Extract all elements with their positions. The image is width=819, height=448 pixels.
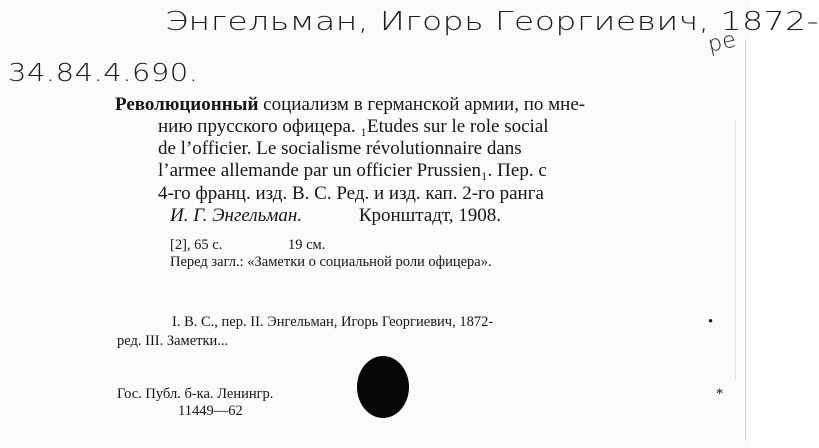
physical-size: 19 см. <box>288 237 326 253</box>
card-edge-line <box>745 40 746 440</box>
tracing-line-2: ред. III. Заметки... <box>117 333 229 349</box>
entry-line-6 <box>170 205 501 227</box>
entry-editor: И. Г. Энгельман. <box>170 205 303 226</box>
star-mark: * <box>716 386 724 402</box>
entry-line-1 <box>115 94 585 116</box>
bullet-mark: • <box>708 314 714 330</box>
library-name: Гос. Публ. б-ка. Ленингр. <box>117 386 274 402</box>
ink-blot <box>357 356 409 418</box>
entry-place-date: Кронштадт, 1908. <box>358 205 502 226</box>
tracing-line-1: I. В. С., пер. II. Энгельман, Игорь Георгиевич, 1872- <box>172 314 494 330</box>
physical-note: Перед загл.: «Заметки о социальной роли офицера». <box>170 254 492 270</box>
handwritten-corner-mark: ре <box>705 27 739 58</box>
handwritten-shelfmark: 34.84.4.690. <box>8 58 199 87</box>
library-number: 11449—62 <box>178 403 243 419</box>
entry-title-rest: социализм в германской армии, по мне- <box>258 94 586 115</box>
entry-title: Революционный <box>115 94 259 115</box>
entry-line-5: 4-го франц. изд. В. С. Ред. и изд. кап. 2-го ранга <box>158 183 544 204</box>
physical-pages: [2], 65 с. <box>170 237 223 253</box>
entry-line-3: de l’officier. Le socialisme révolutionnaire dans <box>158 138 522 159</box>
handwritten-heading: Энгельман, Игорь Георгиевич, 1872- <box>165 6 819 37</box>
entry-line-4: l’armee allemande par un officier Prussien₁. Пер. с <box>158 160 547 181</box>
entry-line-2: нию прусского офицера. ₁Etudes sur le role social <box>158 116 549 137</box>
card-edge-line-inner <box>735 120 736 380</box>
